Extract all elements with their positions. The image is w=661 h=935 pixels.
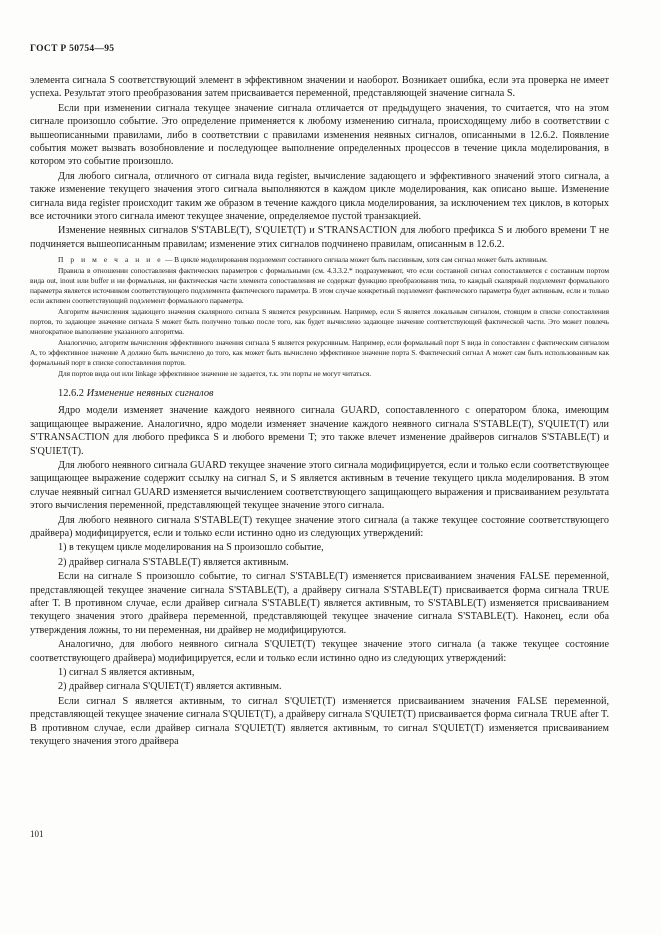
notes-block (30, 255, 609, 379)
paragraph: 2) драйвер сигнала S'STABLE(T) является активным. (58, 556, 289, 568)
paragraph: Ядро модели изменяет значение каждого неявного сигнала GUARD, сопоставленного с оператором блока, имеющим защищающее выражение. Аналогично, ядро модели изменяет значение каждого неявного сигнала S'STABLE(T), S'QUIET(T) или S'TRANSACTION для любого префикса S и любого времени T; это также влечет изменение драйверов сигналов S'STABLE(T) и S'QUIET(T). (30, 405, 609, 457)
body-bottom (30, 404, 609, 748)
paragraph: Если сигнал S является активным, то сигнал S'QUIET(T) изменяется присваиванием значения FALSE переменной, представляющей текущее значение сигнала S'QUIET(T), а драйверу сигнала S'QUIET(T) присваивается форма сигнала TRUE after T. В противном случае, если драйвер сигнала S'QUIET(T) является активным, то сигнал S'QUIET(T) изменяется присваиванием текущего значения этого драйвера (30, 695, 609, 748)
paragraph: элемента сигнала S соответствующий элемент в эффективном значении и наоборот. Возникает ошибка, если эта проверка не имеет успеха. Результат этого преобразования затем присваивается переменной, представляющей значение сигнала S. (30, 75, 609, 100)
paragraph: 1) сигнал S является активным, (58, 667, 195, 678)
standard-header: ГОСТ Р 50754—95 (30, 44, 115, 54)
section-heading (30, 387, 609, 401)
page-content (30, 74, 609, 749)
section-title: Изменение неявных сигналов (86, 388, 214, 400)
section-number: 12.6.2 (58, 388, 84, 400)
note-label: П р и м е ч а н и е (58, 255, 164, 265)
paragraph: Если на сигнале S произошло событие, то сигнал S'STABLE(T) изменяется присваиванием значения FALSE переменной, представляющей текущее значение сигнала S'STABLE(T), а драйверу сигнала S'STABLE(T) присваивается форма сигнала TRUE after T. В противном случае, если драйвер сигнала S'STABLE(T) является активным, то S'STABLE(T) изменяется присваиванием текущего значения этого драйвера переменной, представляющей текущее значение сигнала S'STABLE(T). Наконец, если оба утверждения ложны, то ни переменная, ни драйвер не модифицируются. (30, 571, 609, 636)
note-paragraph: Правила в отношении сопоставления фактических параметров с формальными (см. 4.3.3.2.* подразумевают, что если составной сигнал сопоставляется с составным портом вида out, inout или buffer и ни формальная, ни фактическая части элемента сопоставления не содержат функцию преобразования типа, то каждый скалярный подэлемент формального параметра является источником соответствующего подэлемента фактического параметра. В этом случае конкретный подэлемент фактического параметра будет активным, если и только если активен соответствующий подэлемент формального параметра. (30, 266, 609, 306)
paragraph: 1) в текущем цикле моделирования на S произошло событие, (58, 542, 324, 554)
paragraph: Изменение неявных сигналов S'STABLE(T), S'QUIET(T) и S'TRANSACTION для любого префикса S и любого времени T не подчиняется вышеописанным правилам; изменение этих сигналов подчинено правилам, описанным в 12.6.2. (30, 225, 609, 250)
note-text: — В цикле моделирования подэлемент составного сигнала может быть пассивным, хотя сам сигнал может быть активным. (163, 255, 548, 265)
paragraph: Если при изменении сигнала текущее значение сигнала отличается от предыдущего значения, то считается, что на этом сигнале произошло событие. Это определение применяется к любому изменению сигнала, происходящему либо в соответствии с вышеописанными правилами, либо в соответствии с правилами изменения неявных сигналов, описанными в 12.6.2. Появление события может вызвать возобновление и последующее выполнение определенных процессов в течение цикла моделирования, в котором это событие произошло. (30, 102, 609, 168)
note-paragraph: Аналогично, алгоритм вычисления эффективного значения сигнала S является рекурсивным. Например, если формальный порт S вида in сопоставлен с фактическим сигналом А, то эффективное значение А должно быть вычислено до того, как может быть вычислено эффективное значение порта S. Фактический сигнал А может сам быть использованным как формальный порт в списке сопоставления портов. (30, 338, 609, 368)
paragraph: Для любого неявного сигнала GUARD текущее значение этого сигнала модифицируется, если и только если соответствующее защищающее выражение содержит ссылку на сигнал S, и S является активным в течение текущего цикла моделирования. В этом случае неявный сигнал GUARD изменяется вычислением соответствующего защищающего выражения и присваиванием результата этого вычисления переменной, представляющей текущее значение этого сигнала. (30, 459, 609, 512)
paragraph: Для любого неявного сигнала S'STABLE(T) текущее значение этого сигнала (а также текущее состояние соответствующего драйвера) модифицируется, если и только если истинно одно из следующих утверждений: (30, 514, 609, 539)
paragraph: Для любого сигнала, отличного от сигнала вида register, вычисление задающего и эффективного значений этого сигнала, а также изменение текущего значения этого сигнала выполняются в каждом цикле моделирования, как описано выше. Изменение сигнала вида register происходит таким же образом в течение каждого цикла моделирования, за исключением тех циклов, в которых все источники этого сигнала имеют текущее значение, определяемое пустой транзакцией. (30, 170, 609, 223)
paragraph: 2) драйвер сигнала S'QUIET(T) является активным. (58, 681, 282, 693)
page-number: 101 (30, 829, 44, 839)
note-paragraph: Алгоритм вычисления задающего значения скалярного сигнала S является рекурсивным. Например, если S является локальным сигналом, стоящим в списке сопоставления портов, то задающее значение сигнала S может быть получено только после того, как будет вычислено задающее значение соответствующей фактической части. Это может повлечь многократное выполнение указанного алгоритма. (30, 307, 609, 337)
body-top (30, 74, 609, 251)
paragraph: Аналогично, для любого неявного сигнала S'QUIET(T) текущее значение этого сигнала (а также текущее состояние соответствующего драйвера) модифицируется, если и только если истинно одно из следующих утверждений: (30, 639, 609, 664)
note-paragraph: Для портов вида out или linkage эффективное значение не задается, т.к. эти порты не могут читаться. (58, 369, 372, 379)
note-first (30, 255, 609, 265)
